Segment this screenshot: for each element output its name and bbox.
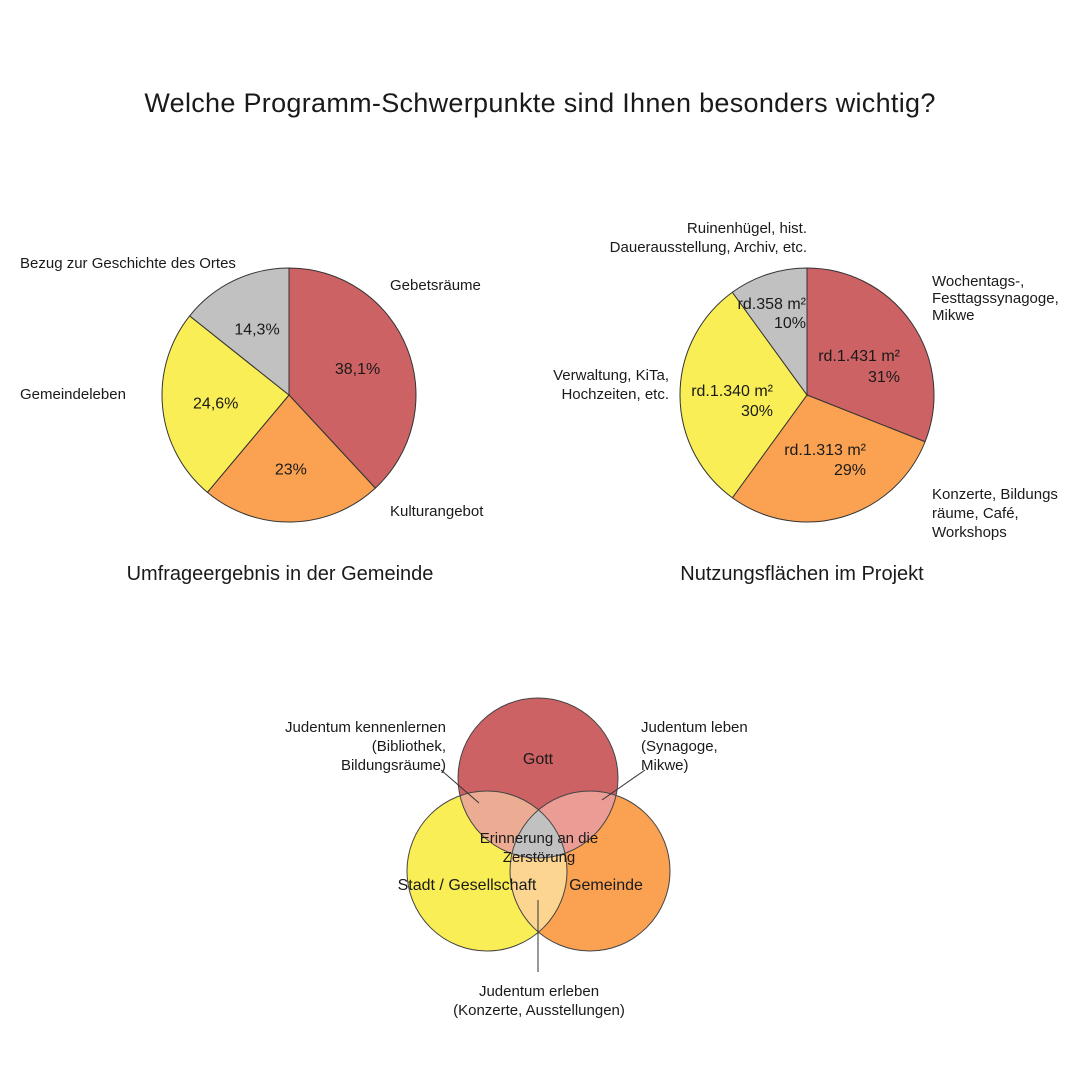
data-label: 38,1%	[334, 361, 381, 379]
venn-label-gott: Gott	[522, 751, 554, 768]
data-label: 24,6%	[193, 395, 239, 413]
legend-label: Mikwe	[932, 307, 975, 324]
data-label: 14,3%	[234, 321, 280, 339]
data-label: 23%	[274, 461, 307, 479]
legend-label: Wochentags-,	[932, 273, 1025, 290]
venn-annotation: (Bibliothek,	[371, 738, 446, 755]
venn-label-stadt: Stadt / Gesellschaft	[397, 877, 537, 894]
legend-label: Verwaltung, KiTa,	[553, 367, 669, 384]
legend-label: Gemeindeleben	[20, 386, 126, 403]
venn-annotation: Bildungsräume)	[340, 757, 446, 774]
legend-label: Festtagssynagoge,	[932, 290, 1059, 307]
pie-chart-survey	[20, 255, 484, 585]
venn-center-label: Erinnerung an die	[479, 830, 599, 847]
data-label: 10%	[773, 315, 806, 332]
data-label: 29%	[833, 462, 866, 479]
legend-label: Ruinenhügel, hist.	[686, 220, 807, 237]
chart-caption: Nutzungsflächen im Projekt	[680, 563, 924, 585]
legend-label: Kulturangebot	[390, 503, 484, 520]
legend-label: Bezug zur Geschichte des Ortes	[20, 255, 236, 272]
area-label: rd.1.431 m²	[818, 348, 900, 365]
data-label: 31%	[867, 369, 900, 386]
legend-label: Konzerte, Bildungs	[932, 486, 1058, 503]
legend-label: Dauerausstellung, Archiv, etc.	[609, 239, 807, 256]
chart-caption: Umfrageergebnis in der Gemeinde	[126, 563, 434, 585]
legend-label: Hochzeiten, etc.	[561, 386, 669, 403]
legend-label: Gebetsräume	[390, 277, 481, 294]
venn-annotation: Judentum erleben	[478, 983, 600, 1000]
pie-chart-areas	[553, 220, 1059, 585]
page-title: Welche Programm-Schwerpunkte sind Ihnen besonders wichtig?	[144, 88, 936, 118]
venn-diagram	[285, 698, 748, 1019]
area-label: rd.358 m²	[737, 296, 806, 313]
data-label: 30%	[740, 403, 773, 420]
venn-center-label: Zerstörung	[502, 849, 576, 866]
venn-annotation: (Synagoge,	[641, 738, 718, 755]
venn-annotation: Judentum leben	[641, 719, 748, 736]
venn-label-gemeinde: Gemeinde	[569, 877, 643, 894]
venn-annotation: (Konzerte, Ausstellungen)	[453, 1002, 625, 1019]
area-label: rd.1.340 m²	[691, 383, 773, 400]
legend-label: Workshops	[932, 524, 1007, 541]
venn-annotation: Judentum kennenlernen	[285, 719, 446, 736]
area-label: rd.1.313 m²	[784, 442, 866, 459]
legend-label: räume, Café,	[932, 505, 1019, 522]
venn-annotation: Mikwe)	[641, 757, 689, 774]
